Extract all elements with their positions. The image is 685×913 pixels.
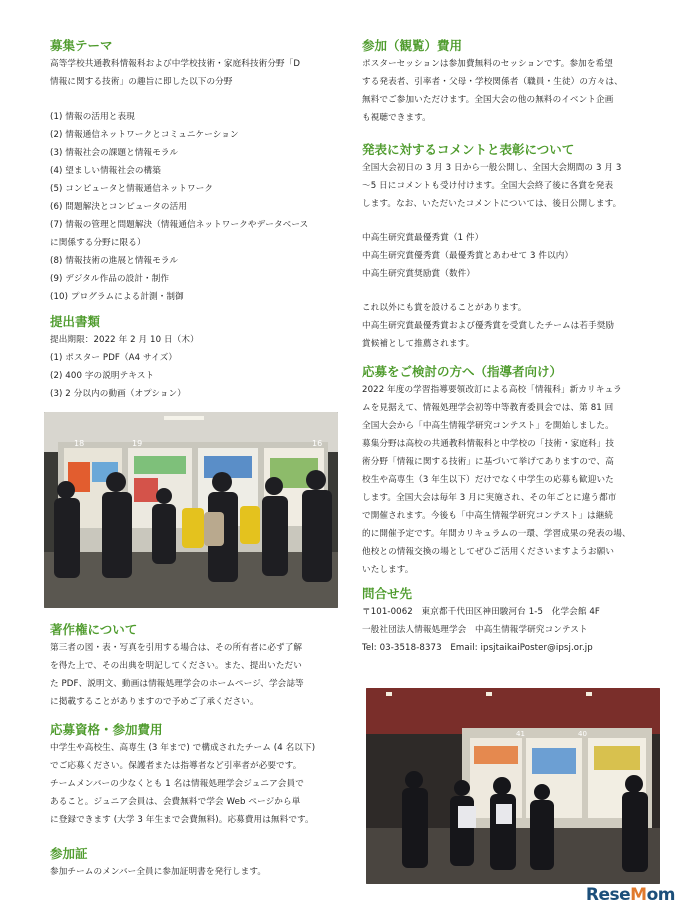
list-item: (1) 情報の活用と表現 (50, 112, 135, 122)
text-line: に登録できます (大学 3 年生まで会費無料)。応募費用は無料です。 (50, 815, 314, 825)
text-line: た PDF、説明文、動画は情報処理学会のホームページ、学会誌等 (50, 679, 304, 689)
text-line: 2022 年度の学習指導要領改訂による高校「情報科」新カリキュラ (362, 385, 622, 395)
text-line: あること。ジュニア会員は、会費無料で学会 Web ページから単 (50, 797, 301, 807)
certificate-text (50, 863, 266, 881)
teachers-section (362, 364, 631, 579)
text-line: これ以外にも賞を設けることがあります。 (362, 303, 527, 313)
text-line: 参加チームのメンバー全員に参加証明書を発行します。 (50, 867, 267, 877)
teachers-text (362, 381, 631, 579)
text-line: でご応募ください。保護者または指導者など引率者が必要です。 (50, 761, 302, 771)
panel-number: 16 (312, 439, 323, 448)
list-item: (3) 2 分以内の動画（オプション） (50, 389, 186, 399)
fee-section (362, 38, 623, 127)
list-item: (2) 400 字の説明テキスト (50, 371, 155, 381)
comments-heading: 発表に対するコメントと表彰について (362, 142, 575, 157)
theme-heading: 募集テーマ (50, 38, 113, 53)
contact-heading: 問合せ先 (362, 586, 413, 601)
text-line: ポスターセッションは参加費無料のセッションです。参加を希望 (362, 59, 613, 69)
deadline: 提出期限：2022 年 2 月 10 日（木） (50, 335, 199, 345)
certificate-heading: 参加証 (50, 846, 88, 861)
contact-phone-email: Tel: 03-3518-8373 Email: ipsjtaikaiPoster@ipsj.or.jp (362, 643, 593, 653)
teachers-heading: 応募をご検討の方へ（指導者向け） (362, 364, 563, 379)
theme-list (50, 108, 308, 306)
submission-heading: 提出書類 (50, 314, 101, 329)
theme-section (50, 38, 308, 306)
fee-text (362, 55, 623, 127)
poster-session-photo-right (366, 688, 660, 884)
text-line: チームメンバーの少なくとも 1 名は情報処理学会ジュニア会員で (50, 779, 304, 789)
text-line: 校生や高専生（3 年生以下）だけでなく中学生の応募も歓迎いた (362, 475, 614, 485)
text-line: 的に開催予定です。年間カリキュラムの一環、学習成果の発表の場、 (362, 529, 631, 539)
text-line: します。全国大会は毎年 3 月に実施され、その年ごとに違う都市 (362, 493, 617, 503)
eligibility-text (50, 739, 315, 829)
contact-text (362, 603, 600, 657)
award-item: 中高生研究賞最優秀賞（1 件） (362, 233, 484, 243)
text-line: 他校との情報交換の場としてぜひご活用くださいますようお願い (362, 547, 615, 557)
panel-number: 19 (132, 439, 143, 448)
theme-intro (50, 55, 308, 91)
list-item: (6) 問題解決とコンピュータの活用 (50, 202, 188, 212)
eligibility-section (50, 722, 315, 829)
certificate-section (50, 846, 266, 881)
text-line: 〜5 日にコメントも受け付けます。全国大会終了後に各賞を発表 (362, 181, 614, 191)
contact-address: 〒101-0062 東京都千代田区神田駿河台 1-5 化学会館 4F (362, 607, 600, 617)
awards-notes (362, 299, 621, 353)
list-item: (2) 情報通信ネットワークとコミュニケーション (50, 130, 239, 140)
text-line: 高等学校共通教科情報科および中学校技術・家庭科技術分野「D (50, 59, 301, 69)
logo-text-accent: M (630, 885, 647, 905)
text-line: する発表者、引率者・父母・学校関係者（職員・生徒）の方々は、 (362, 77, 623, 87)
comments-text (362, 159, 621, 213)
panel-number: 18 (74, 439, 85, 448)
text-line: 中学生や高校生、高専生 (3 年まで) で構成されたチーム (4 名以下) (50, 743, 316, 753)
award-item: 中高生研究賞奨励賞（数件） (362, 269, 476, 279)
text-line: に掲載することがありますので予めご了承ください。 (50, 697, 259, 707)
list-item: (10) プログラムによる計測・制御 (50, 292, 184, 302)
text-line: いたします。 (362, 565, 414, 575)
list-item: に関係する分野に限る） (50, 238, 146, 248)
text-line: で開催されます。今後も「中高生情報学研究コンテスト」は継続 (362, 511, 614, 521)
logo-text-suffix: om (646, 885, 675, 905)
text-line: 情報に関する技術」の趣旨に即した以下の分野 (50, 77, 233, 87)
text-line: 術分野「情報に関する技術」に基づいて挙げてありますので、高 (362, 457, 614, 467)
text-line: 第三者の図・表・写真を引用する場合は、その所有者に必ず了解 (50, 643, 303, 653)
copyright-text (50, 639, 304, 711)
text-line: を得た上で、その出典を明記してください。また、提出いただい (50, 661, 302, 671)
text-line: します。なお、いただいたコメントについては、後日公開します。 (362, 199, 622, 209)
text-line: ムを見据えて、情報処理学会初等中等教育委員会では、第 81 回 (362, 403, 614, 413)
text-line: 無料でご参加いただけます。全国大会の他の無料のイベント企画 (362, 95, 614, 105)
text-line: も視聴できます。 (362, 113, 431, 123)
copyright-heading: 著作権について (50, 622, 138, 637)
comments-section (362, 142, 621, 353)
resemom-logo (586, 885, 675, 905)
list-item: (3) 情報社会の課題と情報モラル (50, 148, 179, 158)
awards-list (362, 229, 621, 283)
poster-session-photo-left (44, 412, 338, 608)
list-item: (9) デジタル作品の設計・制作 (50, 274, 170, 284)
list-item: (4) 望ましい情報社会の構築 (50, 166, 161, 176)
submission-section (50, 314, 199, 403)
text-line: 全国大会から「中高生情報学研究コンテスト」を開始しました。 (362, 421, 614, 431)
copyright-section (50, 622, 304, 711)
eligibility-heading: 応募資格・参加費用 (50, 722, 163, 737)
submission-list (50, 331, 199, 403)
panel-number: 41 (516, 730, 525, 738)
logo-text-prefix: Rese (585, 885, 631, 905)
contact-organization: 一般社団法人情報処理学会 中高生情報学研究コンテスト (362, 625, 588, 635)
list-item: (8) 情報技術の進展と情報モラル (50, 256, 179, 266)
fee-heading: 参加（観覧）費用 (362, 38, 463, 53)
text-line: 賞候補として推薦されます。 (362, 339, 475, 349)
contact-section (362, 586, 600, 657)
text-line: 中高生研究賞最優秀賞および優秀賞を受賞したチームは若手奨励 (362, 321, 615, 331)
text-line: 全国大会初日の 3 月 3 日から一般公開し、全国大会期間の 3 月 3 (362, 163, 622, 173)
list-item: (1) ポスター PDF（A4 サイズ） (50, 353, 178, 363)
list-item: (7) 情報の管理と問題解決（情報通信ネットワークやデータベース (50, 220, 309, 230)
text-line: 募集分野は高校の共通教科情報科と中学校の「技術・家庭科」技 (362, 439, 615, 449)
award-item: 中高生研究賞優秀賞（最優秀賞とあわせて 3 件以内） (362, 251, 574, 261)
panel-number: 40 (578, 730, 587, 738)
list-item: (5) コンピュータと情報通信ネットワーク (50, 184, 214, 194)
